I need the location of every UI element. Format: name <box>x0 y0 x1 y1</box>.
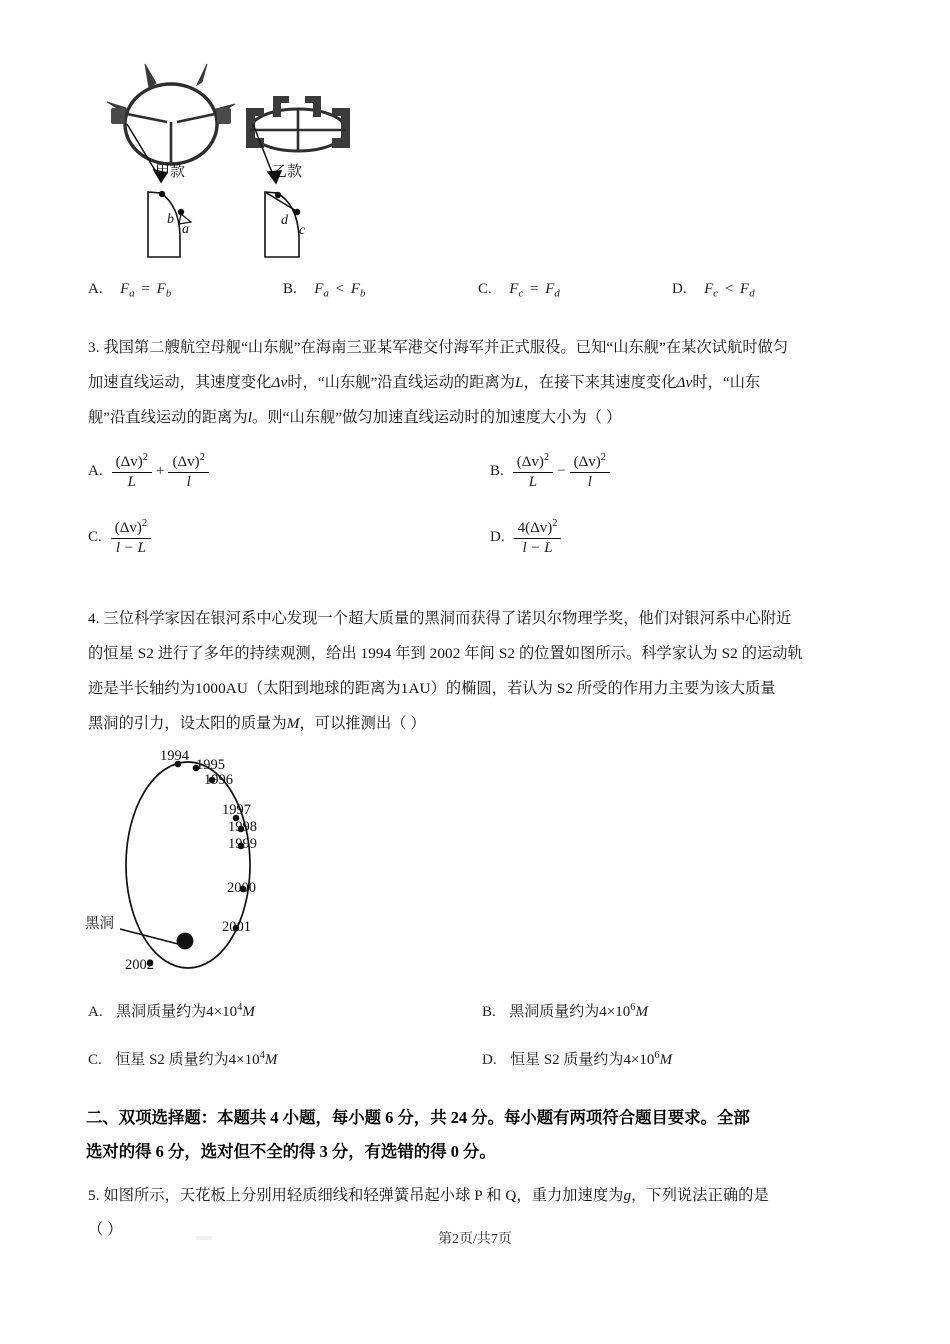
q3-option-a-label: A. <box>88 462 103 479</box>
orbit-year-1998: 1998 <box>228 819 257 835</box>
orbit-year-1997: 1997 <box>222 802 251 818</box>
q3-option-b-label: B. <box>490 462 504 479</box>
q3-option-c-frac <box>111 518 151 556</box>
q3-option-c[interactable] <box>88 518 152 556</box>
q2-option-a-rel: = <box>141 281 150 297</box>
wedge-point-c-label: c <box>299 223 306 238</box>
q4-option-c-unit: M <box>264 1052 278 1068</box>
orbit-year-1994: 1994 <box>160 748 189 764</box>
q3-delta-v-2: Δv <box>676 374 693 391</box>
q3-option-b[interactable] <box>490 452 611 490</box>
q4-option-b-coef: 4×10 <box>599 1004 631 1020</box>
q3-line2-part4: 时，“山东 <box>692 374 761 391</box>
q5-symbol-g: g <box>623 1187 632 1204</box>
section2-heading-line2: 选对的得 6 分，选对但不全的得 3 分，有选错的得 0 分。 <box>86 1142 496 1161</box>
q5-line1-part2: ，下列说法正确的是 <box>631 1187 769 1204</box>
q2-option-d-sub1: c <box>713 287 719 300</box>
q4-option-b-exp: 6 <box>630 1002 636 1014</box>
stove-grate-figure <box>105 52 365 267</box>
q2-option-b[interactable] <box>283 281 365 299</box>
q2-option-d-F1: F <box>704 281 714 297</box>
q4-option-a-label: A. <box>88 1004 103 1020</box>
q5-line1-part1: 5. 如图所示，天花板上分别用轻质细线和轻弹簧吊起小球 P 和 Q，重力加速度为 <box>88 1187 624 1204</box>
q2-option-c-F1: F <box>509 281 519 297</box>
q4-option-d[interactable] <box>482 1048 672 1069</box>
q4-option-d-label: D. <box>482 1052 497 1068</box>
q4-option-c-exp: 4 <box>259 1050 265 1062</box>
q2-option-d-label: D. <box>672 281 687 297</box>
q3-option-d-num: $4(\Delta v)^2$ <box>514 518 562 539</box>
q2-option-b-sub1: a <box>323 287 329 300</box>
q2-option-b-rel: < <box>335 281 345 297</box>
wedge-point-b-label: b <box>167 212 174 227</box>
q5-line-1 <box>88 1178 769 1213</box>
stove-caption-yi: 乙款 <box>272 164 303 180</box>
q3-option-a-frac1 <box>112 452 152 490</box>
q4-option-c-coef: 4×10 <box>228 1052 260 1068</box>
orbit-year-1996: 1996 <box>204 772 233 788</box>
q4-option-c-label: C. <box>88 1052 102 1068</box>
q4-option-b-unit: M <box>635 1004 648 1020</box>
q4-option-a-unit: M <box>242 1004 255 1020</box>
q3-option-a-den1: L <box>127 473 136 490</box>
q4-option-a-coef: 4×10 <box>206 1004 238 1020</box>
q4-option-b-label: B. <box>482 1004 496 1020</box>
q2-option-a-sub2: b <box>165 287 172 300</box>
orbit-year-2000: 2000 <box>227 880 256 896</box>
q3-option-a[interactable] <box>88 452 210 490</box>
q3-option-d[interactable] <box>490 518 562 556</box>
orbit-year-2001: 2001 <box>222 919 251 935</box>
orbit-year-1995: 1995 <box>196 757 225 773</box>
q3-option-b-frac2 <box>570 452 610 490</box>
q3-option-c-den: l − L <box>115 539 147 556</box>
q3-line-1: 3. 我国第二艘航空母舰“山东舰”在海南三亚某军港交付海军并正式服役。已知“山东舰”在某次试航时做匀 <box>88 339 789 356</box>
q2-option-a-sub1: a <box>129 287 135 300</box>
q4-line4-part2: ，可以推测出（ ） <box>299 715 426 732</box>
q4-option-c-text: 恒星 S2 质量约为 <box>115 1052 229 1068</box>
q2-option-c-sub2: d <box>554 287 560 300</box>
q4-line-1: 4. 三位科学家因在银河系中心发现一个超大质量的黑洞而获得了诺贝尔物理学奖，他们对银河系中心附近 <box>88 610 792 627</box>
q2-option-c[interactable] <box>478 281 560 299</box>
q3-option-a-num1: $(\Delta v)^2$ <box>112 452 152 473</box>
q4-option-a[interactable] <box>88 1000 255 1021</box>
q3-option-b-den2: l <box>587 473 592 490</box>
q4-option-d-exp: 6 <box>654 1050 660 1062</box>
q4-line-2: 的恒星 S2 进行了多年的持续观测，给出 1994 年到 2002 年间 S2 的位置如图所示。科学家认为 S2 的运动轨 <box>88 645 803 662</box>
q3-line2-part3: ，在接下来其速度变化 <box>523 374 677 391</box>
page-footer: 第2页/共7页 <box>438 1232 512 1247</box>
q2-option-d-rel: < <box>724 281 734 297</box>
q3-option-d-label: D. <box>490 528 505 545</box>
q2-option-d[interactable] <box>672 281 755 299</box>
q3-line-2 <box>88 365 760 400</box>
black-hole-marker <box>177 933 194 950</box>
q2-option-d-F2: F <box>740 281 750 297</box>
q3-delta-v-1: Δv <box>271 374 288 391</box>
section2-heading-line1: 二、双项选择题：本题共 4 小题，每小题 6 分，共 24 分。每小题有两项符合题目要求。全部 <box>86 1108 750 1127</box>
q4-option-c[interactable] <box>88 1048 277 1069</box>
q4-option-d-text: 恒星 S2 质量约为 <box>510 1052 624 1068</box>
q2-option-c-label: C. <box>478 281 492 297</box>
q2-option-c-sub1: c <box>518 287 524 300</box>
q3-line2-part2: 时，“山东舰”沿直线运动的距离为 <box>287 374 516 391</box>
q2-option-a-F2: F <box>156 281 166 297</box>
black-hole-label: 黑洞 <box>85 916 114 932</box>
q2-option-c-rel: = <box>529 281 539 297</box>
orbit-year-1999: 1999 <box>228 836 257 852</box>
q3-line3-part1: 舰”沿直线运动的距离为 <box>88 409 248 426</box>
q3-symbol-L: L <box>515 374 524 391</box>
q5-line-2: （ ） <box>88 1221 123 1238</box>
orbit-year-2002: 2002 <box>125 957 154 973</box>
q3-option-b-frac1 <box>513 452 553 490</box>
q3-line-3 <box>88 400 621 435</box>
q4-line-4 <box>88 706 426 741</box>
q3-option-b-num2: $(\Delta v)^2$ <box>570 452 610 473</box>
q3-option-a-operator: + <box>155 462 165 479</box>
q4-option-b[interactable] <box>482 1000 648 1021</box>
q3-line2-part1: 加速直线运动，其速度变化 <box>88 374 272 391</box>
q4-symbol-M: M <box>286 715 300 732</box>
q4-option-a-text: 黑洞质量约为 <box>116 1004 207 1020</box>
q3-symbol-l: l <box>247 409 253 426</box>
wedge-point-d-label: d <box>281 213 288 228</box>
q2-option-b-F2: F <box>350 281 360 297</box>
q2-option-a-F1: F <box>120 281 130 297</box>
q4-option-d-unit: M <box>659 1052 673 1068</box>
q3-line3-part2: 。则“山东舰”做匀加速直线运动时的加速度大小为（ ） <box>252 409 622 426</box>
q3-option-a-den2: l <box>186 473 191 490</box>
q2-option-d-sub2: d <box>749 287 755 300</box>
q2-option-a-label: A. <box>88 281 103 297</box>
q4-line-3: 迹是半长轴约为1000AU（太阳到地球的距离为1AU）的椭圆，若认为 S2 所受的作用力主要为该大质量 <box>88 680 776 697</box>
q3-option-a-num2: $(\Delta v)^2$ <box>168 452 208 473</box>
stove-caption-jia: 甲款 <box>155 164 186 180</box>
q3-option-b-operator: − <box>557 462 566 479</box>
q3-option-a-frac2 <box>168 452 208 490</box>
q4-option-a-exp: 4 <box>237 1002 243 1014</box>
q4-line4-part1: 黑洞的引力，设太阳的质量为 <box>88 715 287 732</box>
q3-option-b-num1: $(\Delta v)^2$ <box>513 452 553 473</box>
q2-option-c-F2: F <box>545 281 555 297</box>
q3-option-c-label: C. <box>88 528 102 545</box>
q2-option-b-sub2: b <box>359 287 366 300</box>
wedge-point-a-label: a <box>182 222 189 237</box>
q2-option-b-F1: F <box>314 281 324 297</box>
q2-option-a[interactable] <box>88 281 171 299</box>
q3-option-d-den: l − L <box>522 539 553 556</box>
q3-option-d-frac <box>514 518 562 556</box>
q4-option-b-text: 黑洞质量约为 <box>509 1004 600 1020</box>
q3-option-c-num: $(\Delta v)^2$ <box>111 518 151 539</box>
q2-option-b-label: B. <box>283 281 297 297</box>
q3-option-b-den1: L <box>528 473 538 490</box>
q4-option-d-coef: 4×10 <box>623 1052 655 1068</box>
